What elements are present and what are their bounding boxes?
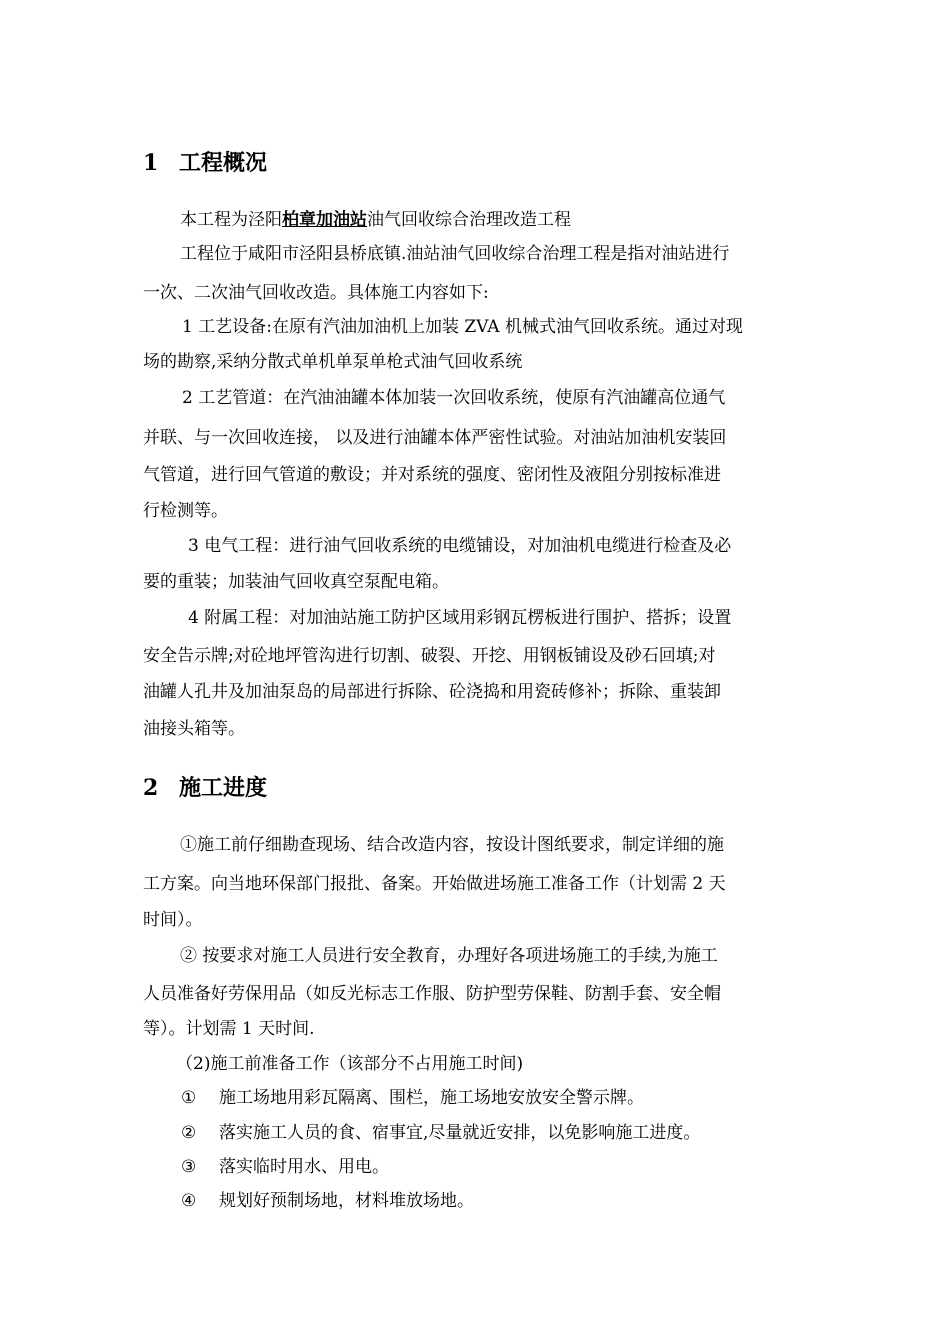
text-line: 时间）。 [143, 910, 203, 930]
text-line: ② 按要求对施工人员进行安全教育，办理好各项进场施工的手续,为施工 [180, 946, 718, 966]
list-marker: ① [181, 1088, 197, 1108]
list-marker: ④ [181, 1191, 197, 1211]
section-2-number: 2 [143, 775, 159, 801]
text-line: 行检测等。 [143, 501, 228, 521]
list-marker: ② [181, 1123, 197, 1143]
station-name: 柏章加油站 [282, 210, 367, 230]
text-line: 并联、与一次回收连接， 以及进行油罐本体严密性试验。对油站加油机安装回 [143, 428, 727, 448]
list-item [181, 1087, 644, 1109]
list-item-text: 落实临时用水、用电。 [219, 1157, 389, 1177]
list-item [181, 1190, 474, 1212]
section-1-heading [143, 146, 267, 177]
text-line: 油罐人孔井及加油泵岛的局部进行拆除、砼浇捣和用瓷砖修补；拆除、重装卸 [143, 682, 721, 702]
text-line: 气管道，进行回气管道的敷设；并对系统的强度、密闭性及液阻分别按标准进 [143, 465, 721, 485]
text-line: 一次、二次油气回收改造。具体施工内容如下: [143, 283, 489, 303]
text-line: 1 工艺设备:在原有汽油加油机上加装 ZVA 机械式油气回收系统。通过对现 [182, 317, 743, 337]
text-line: 2 工艺管道：在汽油油罐本体加装一次回收系统，使原有汽油罐高位通气 [182, 388, 726, 408]
text-line: 4 附属工程：对加油站施工防护区域用彩钢瓦楞板进行围护、搭拆；设置 [188, 608, 732, 628]
list-item-text: 落实施工人员的食、宿事宜,尽量就近安排，以免影响施工进度。 [219, 1123, 701, 1143]
intro-text-post: 油气回收综合治理改造工程 [367, 210, 571, 230]
text-line: 安全告示牌;对砼地坪管沟进行切割、破裂、开挖、用钢板铺设及砂石回填;对 [143, 646, 716, 666]
section-2-heading [143, 771, 267, 802]
text-line: 工方案。向当地环保部门报批、备案。开始做进场施工准备工作（计划需 2 天 [143, 874, 726, 894]
text-line: 人员准备好劳保用品（如反光标志工作服、防护型劳保鞋、防割手套、安全帽 [143, 984, 721, 1004]
text-line: 等）。计划需 1 天时间. [143, 1019, 315, 1039]
text-line: 油接头箱等。 [143, 719, 245, 739]
text-line: 3 电气工程：进行油气回收系统的电缆铺设，对加油机电缆进行检查及必 [188, 536, 732, 556]
section-1-title: 工程概况 [179, 150, 268, 176]
paragraph-intro [180, 209, 571, 231]
list-item [181, 1156, 389, 1178]
intro-text-pre: 本工程为泾阳 [180, 210, 282, 230]
list-item [181, 1122, 700, 1144]
list-item-text: 施工场地用彩瓦隔离、围栏，施工场地安放安全警示牌。 [219, 1088, 644, 1108]
section-2-title: 施工进度 [179, 775, 268, 801]
text-line: ①施工前仔细勘查现场、结合改造内容，按设计图纸要求，制定详细的施 [180, 835, 724, 855]
text-line: 要的重装；加装油气回收真空泵配电箱。 [143, 572, 449, 592]
list-item-text: 规划好预制场地，材料堆放场地。 [219, 1191, 474, 1211]
text-line: （2)施工前准备工作（该部分不占用施工时间) [176, 1054, 524, 1074]
text-line: 场的勘察,采纳分散式单机单泵单枪式油气回收系统 [143, 352, 523, 372]
section-1-number: 1 [143, 150, 159, 176]
list-marker: ③ [181, 1157, 197, 1177]
text-line: 工程位于咸阳市泾阳县桥底镇.油站油气回收综合治理工程是指对油站进行 [180, 244, 730, 264]
